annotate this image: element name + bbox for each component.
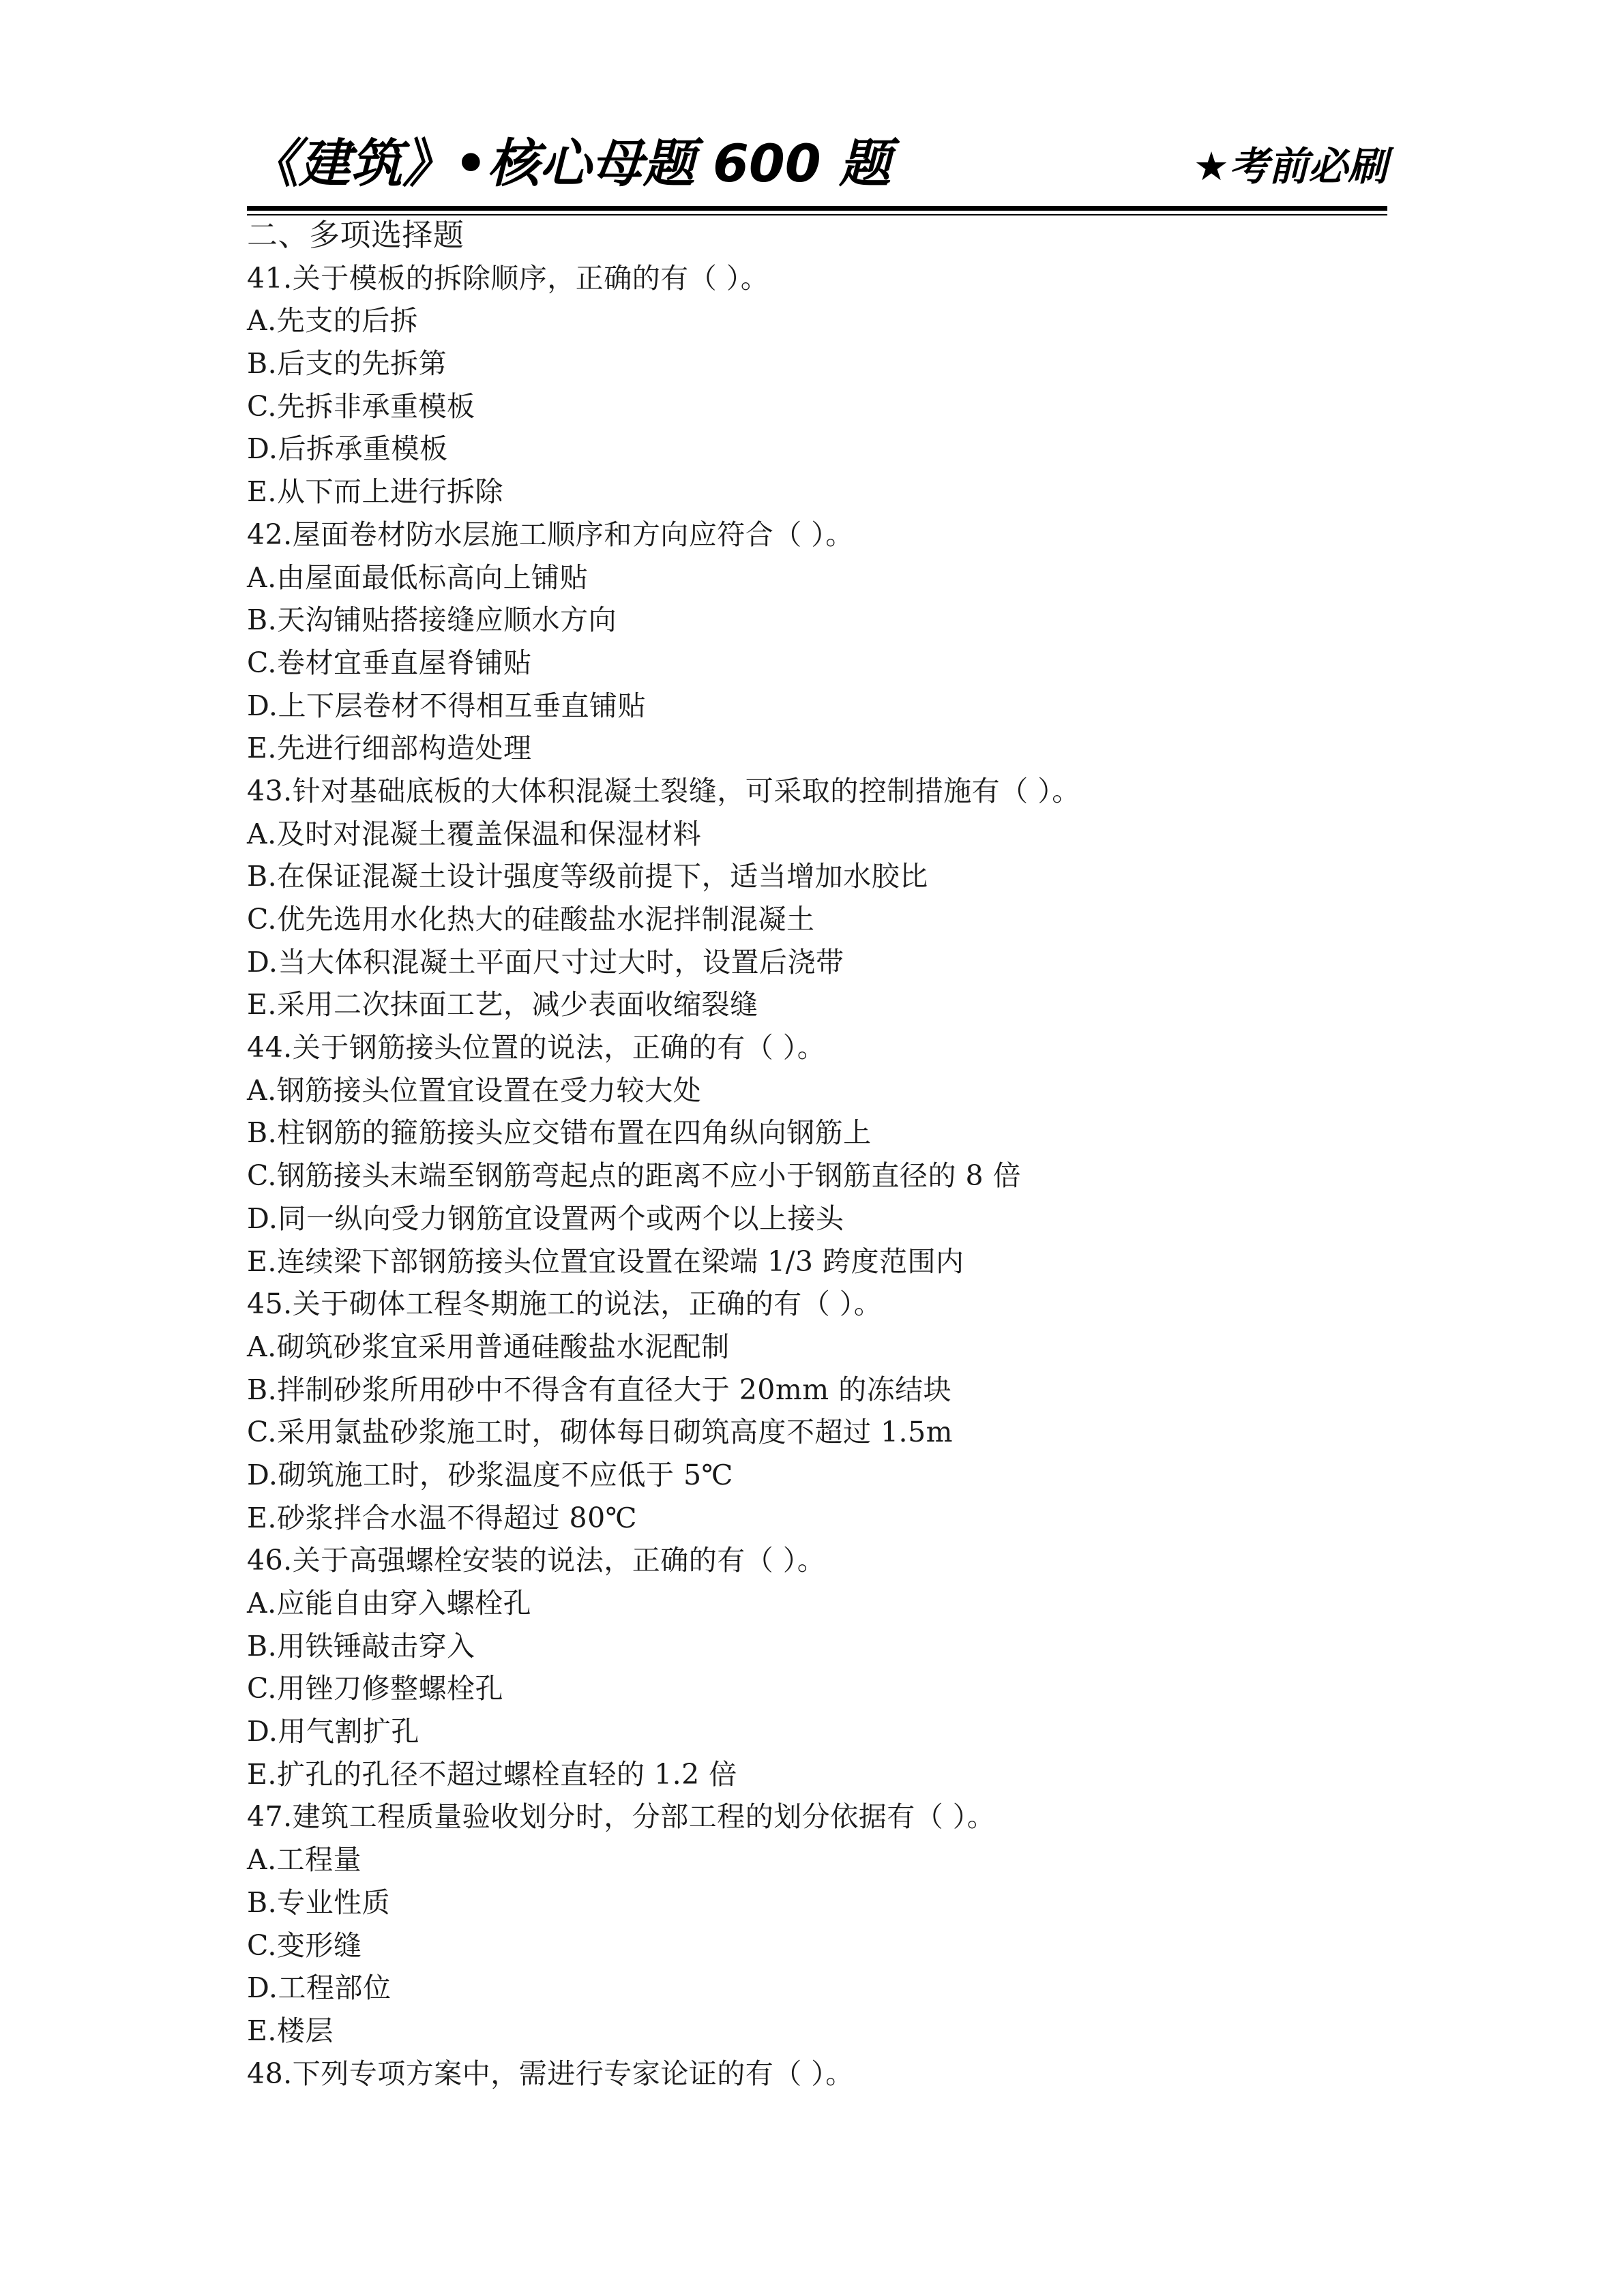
question-42 — [247, 513, 1387, 770]
option-b: B.在保证混凝土设计强度等级前提下，适当增加水胶比 — [247, 860, 928, 893]
question-stem: 42.屋面卷材防水层施工顺序和方向应符合（ ）。 — [247, 518, 854, 551]
option-a: A.及时对混凝土覆盖保温和保湿材料 — [247, 817, 702, 850]
option-e: E.从下而上进行拆除 — [247, 475, 503, 509]
page-header — [247, 130, 1387, 205]
question-stem: 45.关于砌体工程冬期施工的说法，正确的有（ ）。 — [247, 1287, 883, 1321]
question-43 — [247, 770, 1387, 1026]
option-c: C.卷材宜垂直屋脊铺贴 — [247, 646, 532, 679]
option-e: E.先进行细部构造处理 — [247, 732, 532, 765]
option-a: A.钢筋接头位置宜设置在受力较大处 — [247, 1073, 702, 1107]
question-41 — [247, 257, 1387, 513]
option-d: D.工程部位 — [247, 1971, 392, 2005]
option-b: B.用铁锤敲击穿入 — [247, 1629, 475, 1663]
option-d: D.用气割扩孔 — [247, 1715, 419, 1748]
option-b: B.专业性质 — [247, 1885, 391, 1919]
question-stem: 43.针对基础底板的大体积混凝土裂缝，可采取的控制措施有（ ）。 — [247, 774, 1080, 807]
option-c: C.变形缝 — [247, 1928, 362, 1962]
question-stem: 47.建筑工程质量验收划分时，分部工程的划分依据有（ ）。 — [247, 1800, 996, 1834]
option-c: C.优先选用水化热大的硅酸盐水泥拌制混凝土 — [247, 903, 815, 936]
option-a: A.应能自由穿入螺栓孔 — [247, 1587, 532, 1620]
option-d: D.当大体积混凝土平面尺寸过大时，设置后浇带 — [247, 945, 844, 979]
question-47 — [247, 1795, 1387, 2052]
question-stem: 46.关于高强螺栓安装的说法，正确的有（ ）。 — [247, 1544, 826, 1577]
header-tag: ★考前必刷 — [1194, 143, 1387, 190]
option-d: D.砌筑施工时，砂浆温度不应低于 5℃ — [247, 1458, 733, 1491]
option-d: D.后拆承重模板 — [247, 432, 448, 466]
option-e: E.连续梁下部钢筋接头位置宜设置在梁端 1/3 跨度范围内 — [247, 1244, 964, 1278]
option-d: D.同一纵向受力钢筋宜设置两个或两个以上接头 — [247, 1202, 844, 1235]
option-b: B.天沟铺贴搭接缝应顺水方向 — [247, 603, 617, 637]
option-a: A.先支的后拆 — [247, 304, 419, 338]
option-b: B.拌制砂浆所用砂中不得含有直径大于 20mm 的冻结块 — [247, 1373, 952, 1406]
question-stem: 48.下列专项方案中，需进行专家论证的有（ ）。 — [247, 2057, 854, 2090]
question-46 — [247, 1539, 1387, 1795]
option-a: A.工程量 — [247, 1843, 362, 1877]
option-e: E.扩孔的孔径不超过螺栓直轻的 1.2 倍 — [247, 1757, 737, 1791]
option-d: D.上下层卷材不得相互垂直铺贴 — [247, 689, 646, 722]
option-e: E.楼层 — [247, 2014, 334, 2047]
option-b: B.后支的先拆第 — [247, 347, 447, 381]
option-a: A.由屋面最低标高向上铺贴 — [247, 561, 589, 594]
section-heading: 二、多项选择题 — [247, 217, 464, 253]
header-rule-thick — [247, 206, 1387, 211]
option-a: A.砌筑砂浆宜采用普通硅酸盐水泥配制 — [247, 1330, 730, 1363]
option-c: C.钢筋接头末端至钢筋弯起点的距离不应小于钢筋直径的 8 倍 — [247, 1159, 1022, 1193]
question-list — [247, 214, 1387, 2095]
option-e: E.砂浆拌合水温不得超过 80℃ — [247, 1501, 638, 1534]
question-stem: 44.关于钢筋接头位置的说法，正确的有（ ）。 — [247, 1031, 826, 1064]
option-b: B.柱钢筋的箍筋接头应交错布置在四角纵向钢筋上 — [247, 1116, 872, 1150]
option-c: C.采用氯盐砂浆施工时，砌体每日砌筑高度不超过 1.5m — [247, 1416, 954, 1449]
question-45 — [247, 1283, 1387, 1539]
option-c: C.用锉刀修整螺栓孔 — [247, 1672, 503, 1705]
option-e: E.采用二次抹面工艺，减少表面收缩裂缝 — [247, 988, 758, 1022]
question-48 — [247, 2053, 1387, 2096]
question-stem: 41.关于模板的拆除顺序，正确的有（ ）。 — [247, 261, 769, 295]
header-title: 《建筑》•核心母题 600 题 — [247, 133, 891, 194]
option-c: C.先拆非承重模板 — [247, 389, 475, 423]
question-44 — [247, 1026, 1387, 1283]
